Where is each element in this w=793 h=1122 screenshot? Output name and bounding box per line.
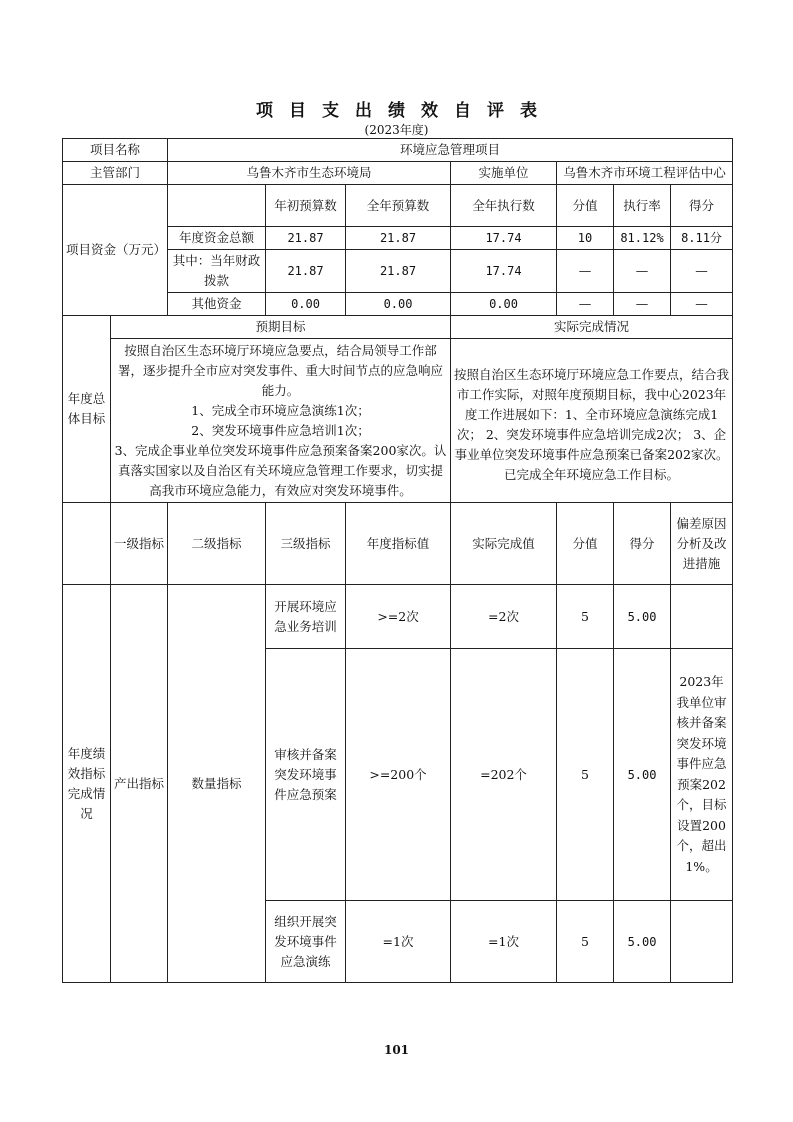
indicator-score: 5.00 [614,649,671,901]
indicator-deviation [671,585,733,649]
funds-header-initial: 年初预算数 [266,185,346,227]
funds-header-rate: 执行率 [614,185,671,227]
indicator-score-value: 5 [557,585,614,649]
indicator-header-score-value: 分值 [557,503,614,585]
goals-expected-label: 预期目标 [111,316,451,339]
project-name-label: 项目名称 [63,139,168,162]
funds-header-score: 得分 [671,185,733,227]
dept-label: 主管部门 [63,162,168,185]
project-name-row [63,139,733,162]
funds-score-value: 10 [557,227,614,250]
indicator-target: >=200个 [346,649,451,901]
funds-rate: — [614,293,671,316]
indicator-score: 5.00 [614,585,671,649]
indicator-score-value: 5 [557,901,614,983]
funds-row-label: 其中：当年财政拨款 [168,250,266,293]
indicator-header-deviation: 偏差原因分析及改进措施 [671,503,733,585]
funds-executed: 17.74 [451,227,557,250]
indicator-row [63,585,733,649]
funds-annual: 21.87 [346,250,451,293]
indicator-actual: =1次 [451,901,557,983]
indicator-name: 审核并备案突发环境事件应急预案 [266,649,346,901]
indicator-target: >=2次 [346,585,451,649]
indicator-header-target: 年度指标值 [346,503,451,585]
indicator-header-blank [63,503,111,585]
indicators-level2: 数量指标 [168,585,266,983]
goals-label: 年度总体目标 [63,316,111,503]
funds-header-executed: 全年执行数 [451,185,557,227]
goals-expected-text: 按照自治区生态环境厅环境应急要点，结合局领导工作部署，逐步提升全市应对突发事件、重大时间节点的应急响应能力。 1、完成全市环境应急演练1次； 2、突发环境事件应急培训1次； 3、完成企事业单位突发环境事件应急预案备案200家次。认真落实国家以及自治区有关环境应急管理工作要求，切实提高我市环境应急能力，有效应对突发环境事件。 [111,339,451,503]
funds-score-value: — [557,293,614,316]
funds-label-text: 项目资金（万元） [66,242,167,257]
funds-initial: 0.00 [266,293,346,316]
funds-annual: 0.00 [346,293,451,316]
indicator-score-value: 5 [557,649,614,901]
funds-initial: 21.87 [266,227,346,250]
indicator-deviation [671,901,733,983]
indicator-deviation: 2023年我单位审核并备案突发环境事件应急预案202个，目标设置200个，超出1%。 [671,649,733,901]
goals-actual-text: 按照自治区生态环境厅环境应急工作要点，结合我市工作实际，对照年度预期目标，我中心2023年度工作进展如下：1、全市环境应急演练完成1次； 2、突发环境事件应急培训完成2次； 3、企事业单位突发环境事件应急预案已备案202家次。已完成全年环境应急工作目标。 [451,339,733,503]
funds-score-value: — [557,250,614,293]
indicator-name: 开展环境应急业务培训 [266,585,346,649]
funds-executed: 17.74 [451,250,557,293]
indicators-level1: 产出指标 [111,585,168,983]
goals-content-row [63,339,733,503]
funds-score: — [671,250,733,293]
funds-label [63,185,168,316]
funds-header-row [63,185,733,227]
indicator-header-score: 得分 [614,503,671,585]
funds-rate: — [614,250,671,293]
indicator-name: 组织开展突发环境事件应急演练 [266,901,346,983]
dept-value: 乌鲁木齐市生态环境局 [168,162,451,185]
funds-row-label: 其他资金 [168,293,266,316]
goals-actual-label: 实际完成情况 [451,316,733,339]
year-subtitle: (2023年度) [364,123,429,137]
indicator-header-level3: 三级指标 [266,503,346,585]
goals-header-row [63,316,733,339]
indicator-header-actual: 实际完成值 [451,503,557,585]
impl-label: 实施单位 [451,162,557,185]
indicator-header-level2: 二级指标 [168,503,266,585]
dept-row [63,162,733,185]
indicator-target: =1次 [346,901,451,983]
impl-value: 乌鲁木齐市环境工程评估中心 [557,162,733,185]
funds-header-blank [168,185,266,227]
indicator-actual: =2次 [451,585,557,649]
page-number: 101 [383,1043,410,1057]
indicator-actual: =202个 [451,649,557,901]
funds-row-label: 年度资金总额 [168,227,266,250]
indicators-label: 年度绩效指标完成情况 [63,585,111,983]
funds-header-annual: 全年预算数 [346,185,451,227]
funds-annual: 21.87 [346,227,451,250]
funds-initial: 21.87 [266,250,346,293]
funds-executed: 0.00 [451,293,557,316]
indicator-header-level1: 一级指标 [111,503,168,585]
funds-score: — [671,293,733,316]
funds-header-score-value: 分值 [557,185,614,227]
project-name-value: 环境应急管理项目 [168,139,733,162]
indicator-header-row [63,503,733,585]
funds-score: 8.11分 [671,227,733,250]
indicator-score: 5.00 [614,901,671,983]
performance-table [62,138,733,983]
page-title: 项目支出绩效自评表 [256,101,553,121]
funds-rate: 81.12% [614,227,671,250]
